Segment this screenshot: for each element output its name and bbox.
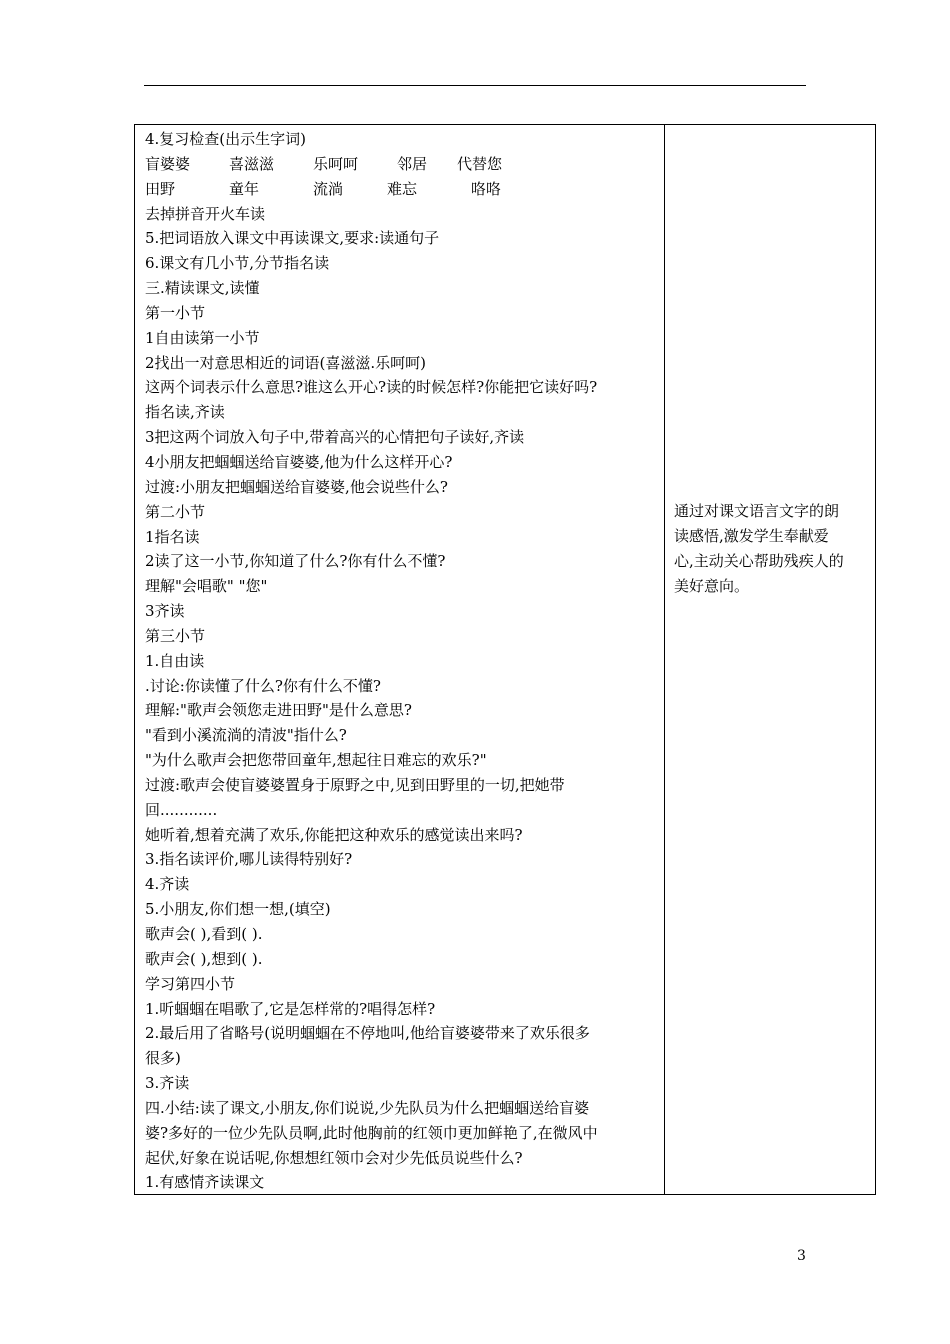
vocab-word: 喜滋滋: [229, 154, 275, 173]
text-line: 2.最后用了省略号(说明蝈蝈在不停地叫,他给盲婆婆带来了欢乐很多: [145, 1024, 590, 1043]
vocab-word: 田野: [145, 179, 176, 198]
text-line: 歌声会( ),想到( ).: [145, 949, 263, 968]
vocab-word: 童年: [229, 179, 260, 198]
text-line: 第二小节: [145, 502, 206, 521]
note-line: 心,主动关心帮助残疾人的: [674, 551, 844, 570]
text-line: .讨论:你读懂了什么?你有什么不懂?: [145, 676, 381, 695]
text-line: 理解"会唱歌" "您": [145, 577, 268, 596]
text-line: 理解:"歌声会领您走进田野"是什么意思?: [145, 701, 412, 720]
vocab-row: [145, 152, 664, 177]
text-line: 1.有感情齐读课文: [145, 1173, 265, 1192]
text-line: 指名读,齐读: [145, 403, 225, 422]
text-line: "看到小溪流淌的清波"指什么?: [145, 726, 347, 745]
text-line: 歌声会( ),看到( ).: [145, 925, 263, 943]
lesson-table: [134, 124, 876, 1195]
text-line: 回............: [145, 800, 218, 819]
text-line: 3.指名读评价,哪儿读得特别好?: [145, 850, 353, 869]
note-line: 通过对课文语言文字的朗: [674, 502, 840, 520]
text-line: 5.把词语放入课文中再读课文,要求:读通句子: [145, 229, 440, 248]
text-line: 4小朋友把蝈蝈送给盲婆婆,他为什么这样开心?: [145, 452, 453, 471]
vocab-word: 乐呵呵: [313, 154, 359, 173]
text-line: 1指名读: [145, 527, 200, 546]
vocab-word: 流淌: [313, 179, 344, 198]
design-intent-column: [665, 125, 875, 1194]
text-line: 2找出一对意思相近的词语(喜滋滋.乐呵呵): [145, 353, 427, 372]
text-line: 起伏,好象在说话呢,你想想红领巾会对少先低员说些什么?: [145, 1148, 523, 1167]
note-line: 读感悟,激发学生奉献爱: [674, 526, 829, 545]
text-line: 3把这两个词放入句子中,带着高兴的心情把句子读好,齐读: [145, 428, 525, 447]
text-line: 婆?多好的一位少先队员啊,此时他胸前的红领巾更加鲜艳了,在微风中: [145, 1123, 598, 1142]
text-line: 1.听蝈蝈在唱歌了,它是怎样常的?唱得怎样?: [145, 999, 436, 1018]
text-line: 1自由读第一小节: [145, 328, 260, 347]
text-line: 3齐读: [145, 602, 185, 621]
teaching-process-column: [135, 125, 665, 1194]
text-line: 过渡:歌声会使盲婆婆置身于原野之中,见到田野里的一切,把她带: [145, 775, 565, 794]
vocab-row: [145, 177, 664, 202]
vocab-word: 代替您: [457, 154, 503, 173]
vocab-word: 难忘: [387, 179, 418, 198]
text-line: 四.小结:读了课文,小朋友,你们说说,少先队员为什么把蝈蝈送给盲婆: [145, 1098, 590, 1117]
header-rule: [144, 85, 806, 86]
text-line: 3.齐读: [145, 1074, 190, 1093]
vocab-word: 盲婆婆: [145, 154, 191, 173]
text-line: 6.课文有几小节,分节指名读: [145, 254, 330, 273]
text-line: 学习第四小节: [145, 974, 236, 993]
text-line: "为什么歌声会把您带回童年,想起往日难忘的欢乐?": [145, 751, 487, 770]
vocab-word: 邻居: [397, 154, 428, 173]
text-line: 1.自由读: [145, 651, 205, 670]
text-line: 第三小节: [145, 626, 206, 645]
note-line: 美好意向。: [674, 576, 750, 595]
text-line: 很多): [145, 1049, 181, 1068]
text-line: 她听着,想着充满了欢乐,你能把这种欢乐的感觉读出来吗?: [145, 825, 523, 844]
text-line: 过渡:小朋友把蝈蝈送给盲婆婆,他会说些什么?: [145, 477, 448, 496]
text-line: 4.复习检查(出示生字词): [145, 130, 307, 148]
text-line: 三.精读课文,读懂: [145, 279, 260, 298]
text-line: 2读了这一小节,你知道了什么?你有什么不懂?: [145, 552, 446, 571]
design-intent-note: [674, 499, 872, 598]
text-line: 去掉拼音开火车读: [145, 204, 266, 223]
vocab-word: 咯咯: [471, 179, 502, 198]
page-number: 3: [797, 1248, 806, 1264]
text-line: 这两个词表示什么意思?谁这么开心?读的时候怎样?你能把它读好吗?: [145, 378, 598, 397]
text-line: 4.齐读: [145, 875, 190, 894]
text-line: 第一小节: [145, 303, 206, 322]
text-line: 5.小朋友,你们想一想,(填空): [145, 900, 331, 919]
